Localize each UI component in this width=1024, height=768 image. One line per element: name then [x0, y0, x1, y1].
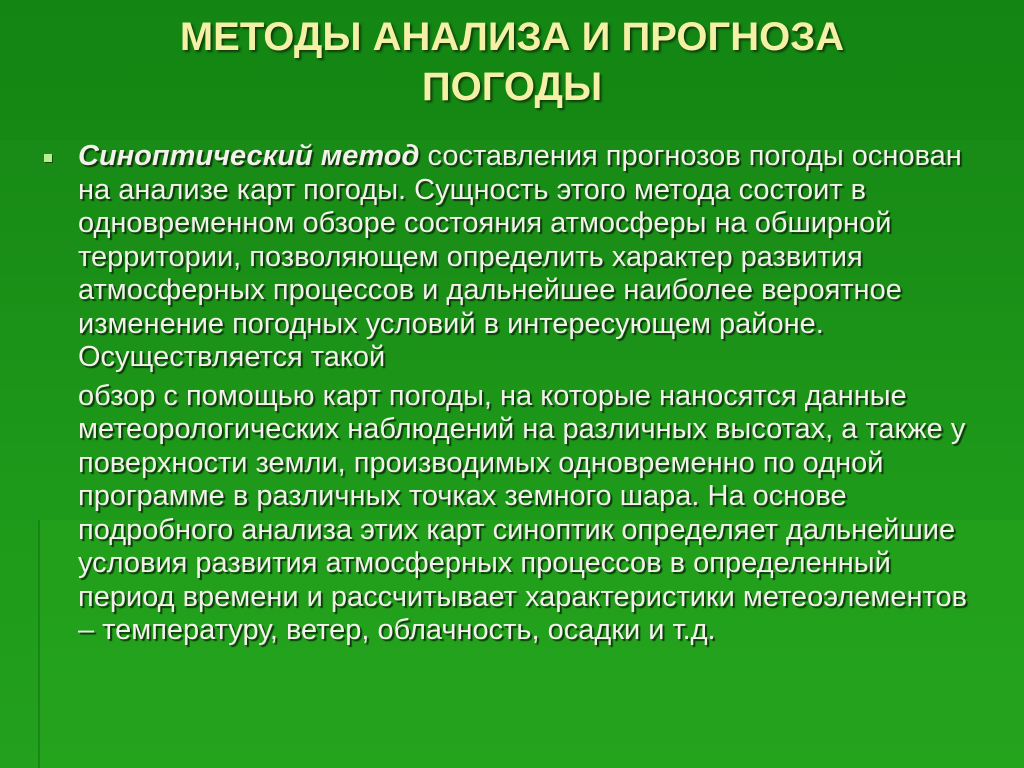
bullet-term: Синоптический метод [78, 140, 420, 172]
slide-title: МЕТОДЫ АНАЛИЗА И ПРОГНОЗА ПОГОДЫ [179, 15, 845, 109]
slide-content [40, 140, 990, 648]
bullet-text: составления прогнозов погоды основан на анализе карт погоды. Сущность этого метода состоит в одновременном обзоре состояния атмосферы на обширной территории, позволяющем определить характер развития атмосферных процессов и дальнейшее наиболее вероятное изменение погодных условий в интересующем районе. Осуществляется такой [78, 140, 962, 373]
bullet-item [40, 140, 990, 375]
continuation-paragraph: обзор с помощью карт погоды, на которые наносятся данные метеорологических наблюдений на различных высотах, а также у поверхности земли, производимых одновременно по одной программе в различных точках земного шара. На основе подробного анализа этих карт синоптик определяет дальнейшие условия развития атмосферных процессов в определенный период времени и рассчитывает характеристики метеоэлементов – температуру, ветер, облачность, осадки и т.д. [78, 379, 967, 646]
bullet-paragraph [78, 140, 990, 375]
square-bullet-icon [44, 154, 52, 162]
